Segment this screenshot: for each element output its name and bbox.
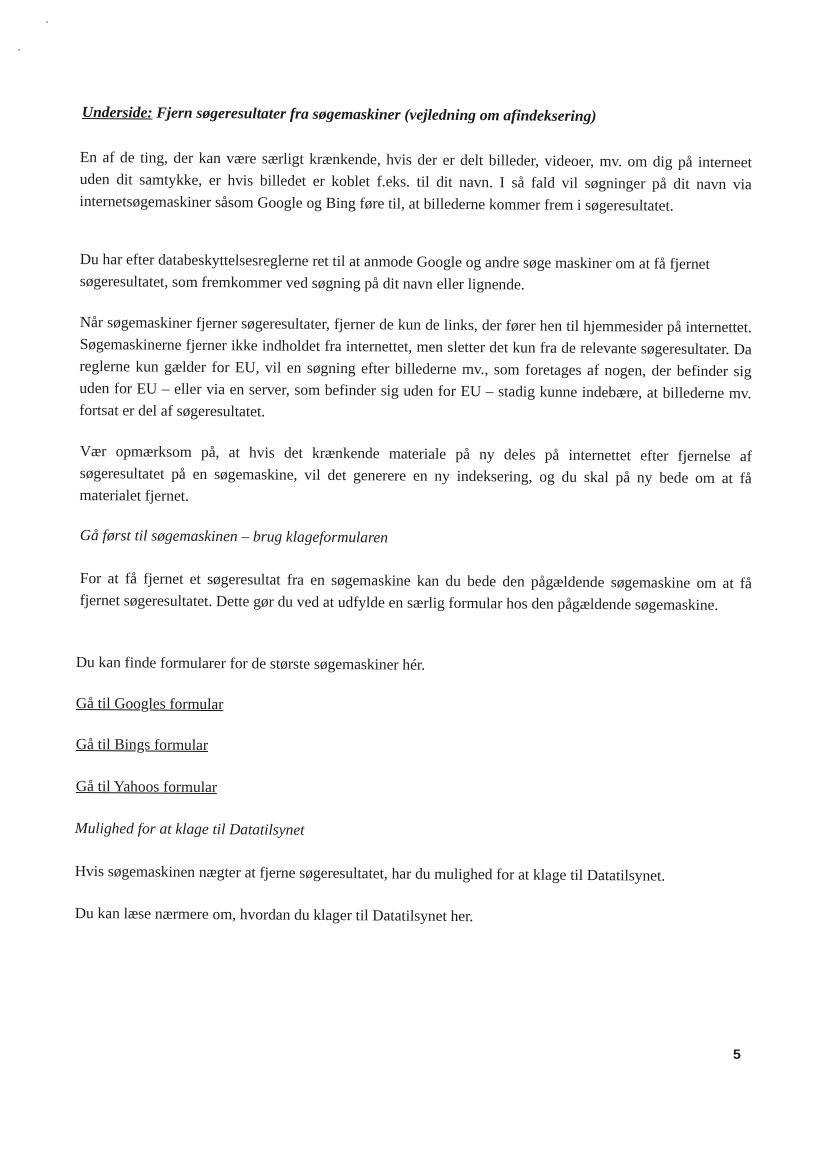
heading-prefix: Underside: [81,104,153,122]
paragraph-refusal: Hvis søgemaskinen nægter at fjerne søgeresultatet, har du mulighed for at klage til Datatilsynet. [74,862,666,885]
yahoo-form-link[interactable]: Gå til Yahoos formular [75,777,218,797]
paragraph-find-forms: Du kan finde formularer for de største søgemaskiner hér. [75,653,426,674]
paragraph-read-more: Du kan læse nærmere om, hvordan du klager til Datatilsynet her. [74,904,474,926]
bing-form-link[interactable]: Gå til Bings formular [75,735,209,755]
subheading-search-engine: Gå først til søgemaskinen – brug klageformularen [79,526,389,547]
google-form-link[interactable]: Gå til Googles formular [75,694,224,714]
paragraph-rights: Du har efter databeskyttelsesreglerne ret til at anmode Google og andre søge maskiner om at få fjernet søgeresultatet, som fremkommer ved søgning på dit navn eller lignende. [79,250,710,294]
section-heading [82,104,782,127]
paragraph-form-instructions: For at få fjernet et søgeresultat fra en søgemaskine kan du bede den pågældende søgemaskine om at få fjernet søgeresultatet. Dette gør du ved at udfylde en særlig formular hos den pågældende søgemaskine. [79,569,752,615]
scan-speck [46,21,48,23]
subheading-complaint: Mulighed for at klage til Datatilsynet [74,819,305,839]
scan-speck [18,49,20,51]
heading-title: Fjern søgeresultater fra søgemaskiner (vejledning om afindeksering) [156,104,597,126]
paragraph-removal-scope: Når søgemaskiner fjerner søgeresultater, fjerner de kun de links, der fører hen til hjemmesider på internettet. Søgemaskinerne fjerner ikke indholdet fra internettet, men sletter det kun fra de relevante søgeresultater. Da reglerne kun gælder for EU, vil en søgning efter billederne mv., som foretages af nogen, der befinder sig uden for EU – eller via en server, som befinder sig uden for EU – stadig kunne indebære, at billederne mv. fortsat er del af søgeresultatet. [79,313,752,421]
page-number: 5 [733,1046,741,1062]
paragraph-reindexing: Vær opmærksom på, at hvis det krænkende materiale på ny deles på internettet efter fjernelse af søgeresultatet på en søgemaskine, vil det generere en ny indeksering, og du skal på ny bede om at få materialet fjernet. [79,442,752,505]
paragraph-intro: En af de ting, der kan være særligt krænkende, hvis der er delt billeder, videoer, mv. om dig på interneet uden dit samtykke, er hvis billedet er koblet f.eks. til dit navn. I så fald vil søgninger på dit navn via internetsøgemaskiner såsom Google og Bing føre til, at billederne kommer frem i søgeresultatet. [79,148,752,215]
